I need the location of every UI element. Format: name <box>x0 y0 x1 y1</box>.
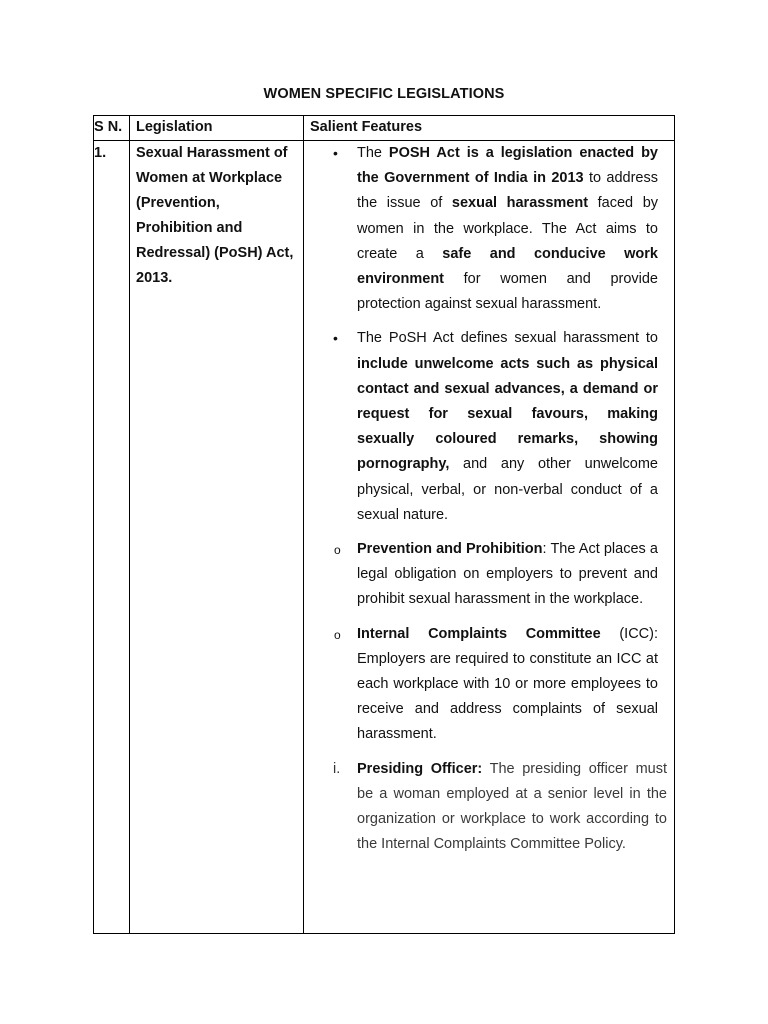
feature-bold-run: POSH Act is a legislation enacted by the Government of India in 2013 <box>357 145 658 187</box>
table-row <box>94 141 675 934</box>
row-serial-number: 1. <box>94 141 130 934</box>
legislation-name: Sexual Harassment of Women at Workplace (Prevention, Prohibition and Redressal) (PoSH) Act, 2013. <box>130 141 304 934</box>
legislation-column-header: Legislation <box>130 116 304 141</box>
feature-text <box>357 145 658 312</box>
sn-column-header: S N. <box>94 116 130 141</box>
salient-features-cell <box>304 141 675 934</box>
features-list <box>304 141 674 857</box>
feature-text-run: The <box>357 145 389 161</box>
feature-bold-run: Presiding Officer: <box>357 760 483 777</box>
document-title: WOMEN SPECIFIC LEGISLATIONS <box>263 86 505 102</box>
bullet-icon: • <box>333 330 338 347</box>
feature-text-run: and any other unwelcome physical, verbal, or non-verbal conduct of a sexual nature. <box>357 456 658 523</box>
feature-text-run: : The Act places a legal obligation on employers to prevent and prohibit sexual harassment in the workplace. <box>357 541 658 608</box>
feature-text <box>357 626 658 743</box>
feature-bold-run: safe and conducive work environment <box>357 245 658 288</box>
feature-text-run: The presiding officer must be a woman employed at a senior level in the organization or workplace to work according to the Internal Complaints Committee Policy <box>357 760 667 853</box>
bullet-icon: • <box>333 145 338 161</box>
feature-text-run: to address the issue of <box>357 170 658 212</box>
circle-bullet-icon: o <box>334 543 341 558</box>
table-header-row <box>94 116 675 141</box>
feature-text-run: for women and provide protection against sexual harassment. <box>357 271 658 313</box>
feature-text <box>357 541 658 607</box>
feature-bold-run: Internal Complaints Committee <box>357 625 601 642</box>
roman-numeral-marker: i. <box>333 760 341 777</box>
feature-text-run: . <box>621 836 626 853</box>
legislation-table <box>93 115 675 934</box>
feature-text-run: (ICC): Employers are required to constitute an ICC at each workplace with 10 or more employees to receive and address complaints of sexual harassment. <box>357 625 658 743</box>
feature-item-posh-overview <box>304 141 674 317</box>
feature-item-prevention <box>304 537 674 613</box>
feature-text-run: The PoSH Act defines sexual harassment to <box>357 330 658 347</box>
feature-bold-run: include unwelcome acts such as physical contact and sexual advances, a demand or request for sexual favours, making sexually coloured remarks, showing pornography, <box>357 355 658 473</box>
feature-item-definition <box>304 326 674 528</box>
circle-bullet-icon: o <box>334 627 341 642</box>
feature-item-icc <box>304 622 674 748</box>
feature-item-presiding-officer <box>304 757 674 858</box>
feature-bold-run: Prevention and Prohibition <box>357 541 543 558</box>
feature-text <box>357 330 658 522</box>
feature-bold-run: sexual harassment <box>451 195 589 212</box>
feature-text <box>357 761 667 853</box>
feature-text-run: faced by women in the workplace. The Act aims to create a <box>357 195 659 262</box>
features-column-header: Salient Features <box>304 116 675 141</box>
